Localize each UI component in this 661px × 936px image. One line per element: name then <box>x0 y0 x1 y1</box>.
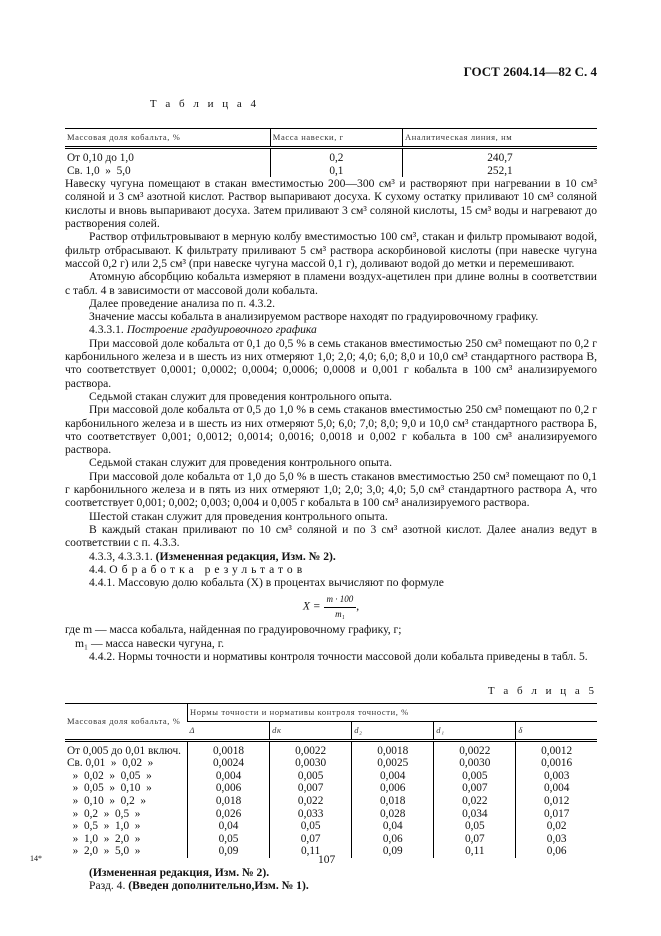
table-cell: 0,007 <box>434 782 516 795</box>
table-cell: 0,0012 <box>516 740 597 757</box>
table-cell: » 0,5 » 1,0 » <box>67 820 141 833</box>
table-cell: 0,018 <box>188 795 270 808</box>
table-row <box>65 757 597 770</box>
section-heading <box>65 563 597 576</box>
section-heading <box>65 323 597 336</box>
column-header: Масса навески, г <box>270 129 402 148</box>
table-cell: От 0,005 до 0,01 включ. <box>67 744 181 757</box>
table-cell: 0,033 <box>270 808 352 821</box>
paragraph: При массовой доле кобальта от 0,1 до 0,5 % в семь стаканов вместимостью 250 см³ помещают по 0,2 г карбонильного железа и в шесть из них отмеряют 1,0; 2,0; 4,0; 6,0; 8,0 и 10,0 см³ стандартного раствора В, что соответствует 0,0001; 0,0002; 0,0004; 0,0006; 0,0008 и 0,001 г кобальта в 100 см³ анализируемого раствора. <box>65 336 597 390</box>
table-cell: 0,026 <box>188 808 270 821</box>
paragraph: Далее проведение анализа по п. 4.3.2. <box>89 296 276 310</box>
table-cell: 0,06 <box>352 833 434 846</box>
paragraph: В каждый стакан приливают по 10 см³ соляной и по 3 см³ азотной кислот. Далее анализ ведут в соответствии с п. 4.3.3. <box>65 522 597 550</box>
table-cell: 0,003 <box>516 770 597 783</box>
table-cell: 0,05 <box>188 833 270 846</box>
table-cell: 0,012 <box>516 795 597 808</box>
paragraph-text: Навеску чугуна помещают в стакан вместимостью 200—300 см³ и растворяют при нагревании в 10 см³ соляной и 3 см³ азотной кислот. Раствор выпаривают досуха. К сухому остатку приливают 10 см³ соляной кислоты и вновь выпаривают досуха. Затем приливают 3 см³ соляной кислоты, 15 см³ воды и нагревают до растворения солей. <box>65 177 597 231</box>
table-cell: » 1,0 » 2,0 » <box>67 832 141 845</box>
table-cell: 0,09 <box>352 845 434 858</box>
table-cell: 0,004 <box>188 770 270 783</box>
column-header: d₂ <box>352 721 434 740</box>
table-cell: » 0,02 » 0,05 » <box>67 769 152 782</box>
section-number: 4.3.3, 4.3.3.1. <box>89 549 156 563</box>
table-cell: 0,0018 <box>352 740 434 757</box>
table-cell: 240,7 <box>403 148 598 165</box>
paragraph: Раствор отфильтровывают в мерную колбу вместимостью 100 см³, стакан и фильтр промывают водой, фильтр отбрасывают. К фильтрату приливают 5 см³ раствора аскорбиновой кислоты (при навеске чугуна массой 0,2 г) или 2,5 см³ (при навеске чугуна массой 0,1 г), доливают водой до метки и перемешивают. <box>65 230 597 270</box>
signature-mark: 14* <box>30 854 42 863</box>
paragraph: Седьмой стакан служит для проведения контрольного опыта. <box>89 389 393 403</box>
table-cell: 0,02 <box>516 820 597 833</box>
section-title: Построение градуировочного графика <box>126 323 317 337</box>
table-cell: 0,0022 <box>270 740 352 757</box>
formula <box>65 593 597 621</box>
table-cell: 0,0024 <box>188 757 270 770</box>
table-row <box>65 795 597 808</box>
paragraph: Атомную абсорбцию кобальта измеряют в пламени воздух-ацетилен при длине волны в соответствии с табл. 4 в зависимости от массовой доли кобальта. <box>65 270 597 297</box>
paragraph: Шестой стакан служит для проведения контрольного опыта. <box>89 509 388 523</box>
paragraph: 4.4.1. Массовую долю кобальта (X) в процентах вычисляют по формуле <box>89 576 444 590</box>
table-cell: 0,028 <box>352 808 434 821</box>
table-cell: 0,03 <box>516 833 597 846</box>
table-cell: 0,017 <box>516 808 597 821</box>
table-5-caption: Т а б л и ц а 5 <box>487 685 597 698</box>
table-cell: 0,11 <box>434 845 516 858</box>
table-cell: » 0,05 » 0,10 » <box>67 782 152 795</box>
page-body <box>65 96 597 893</box>
table-cell: 0,018 <box>352 795 434 808</box>
paragraph: При массовой доле кобальта от 0,5 до 1,0 % в семь стаканов вместимостью 250 см³ помещают по 0,2 г карбонильного железа и в шесть из них отмеряют 5,0; 6,0; 7,0; 8,0; 9,0 и 10,0 см³ стандартного раствора Б, что соответствует 0,001; 0,0012; 0,0014; 0,0016; 0,0018 и 0,002 г кобальта в 100 см³ анализируемого раствора. <box>65 403 597 457</box>
table-cell: 0,04 <box>352 820 434 833</box>
column-header: Аналитическая линия, нм <box>403 129 598 148</box>
paragraph: Значение массы кобальта в анализируемом растворе находят по градуировочному графику. <box>89 310 539 324</box>
table-row <box>65 148 597 165</box>
table-cell: 0,034 <box>434 808 516 821</box>
table-row <box>65 820 597 833</box>
table-cell: 0,05 <box>434 820 516 833</box>
table-cell: 0,0030 <box>270 757 352 770</box>
column-group-header: Нормы точности и нормативы контроля точности, % <box>188 703 598 721</box>
table-cell: Св. 1,0 » 5,0 <box>67 164 131 177</box>
table-cell: » 0,10 » 0,2 » <box>67 794 147 807</box>
table-cell: 0,004 <box>352 770 434 783</box>
column-header: Массовая доля кобальта, % <box>65 703 188 740</box>
table-cell: 0,04 <box>188 820 270 833</box>
table-cell: » 2,0 » 5,0 » <box>67 845 141 858</box>
document-header: ГОСТ 2604.14—82 С. 4 <box>463 64 597 79</box>
section-title: Обработка результатов <box>109 562 307 576</box>
table-4-caption: Т а б л и ц а 4 <box>149 98 259 110</box>
table-cell: 0,022 <box>270 795 352 808</box>
column-header: Массовая доля кобальта, % <box>65 129 270 148</box>
paragraph: 4.4.2. Нормы точности и нормативы контроля точности массовой доли кобальта приведены в табл. 5. <box>89 649 588 663</box>
table-header-row <box>65 129 597 148</box>
table-cell: 0,0025 <box>352 757 434 770</box>
section-note <box>65 879 597 892</box>
paragraph: m₁ — масса навески чугуна, г. <box>75 636 225 650</box>
section-prefix: Разд. 4. <box>89 879 129 893</box>
paragraph: где m — масса кобальта, найденная по градуировочному графику, г; <box>65 623 402 637</box>
table-cell: 0,022 <box>434 795 516 808</box>
column-header: dк <box>270 721 352 740</box>
section-number: 4.4. <box>89 562 110 576</box>
table-row <box>65 770 597 783</box>
paragraph: Седьмой стакан служит для проведения контрольного опыта. <box>89 456 393 470</box>
table-cell: 0,005 <box>270 770 352 783</box>
table-cell: 0,006 <box>352 782 434 795</box>
numerator: m · 100 <box>324 593 357 607</box>
table-cell: 0,007 <box>270 782 352 795</box>
table-cell: 0,05 <box>270 820 352 833</box>
column-header: δ <box>516 721 597 740</box>
denominator: m₁ <box>335 608 345 619</box>
table-row <box>65 165 597 178</box>
table-cell: 0,0030 <box>434 757 516 770</box>
table-cell: 0,09 <box>188 845 270 858</box>
table-cell: 0,11 <box>270 845 352 858</box>
table-cell: 0,07 <box>270 833 352 846</box>
table-row <box>65 833 597 846</box>
table-cell: 252,1 <box>403 165 598 178</box>
column-header: d₁ <box>434 721 516 740</box>
table-cell: 0,006 <box>188 782 270 795</box>
table-cell: 0,1 <box>270 165 402 178</box>
table-cell: » 0,2 » 0,5 » <box>67 807 141 820</box>
table-cell: 0,0016 <box>516 757 597 770</box>
table-cell: Св. 0,01 » 0,02 » <box>67 757 154 770</box>
table-5 <box>65 703 597 858</box>
table-cell: 0,004 <box>516 782 597 795</box>
page-number: 107 <box>318 854 336 866</box>
formula-lhs: X = <box>302 599 321 613</box>
table-cell: 0,0018 <box>188 740 270 757</box>
table-4 <box>65 128 597 177</box>
section-number: 4.3.3.1. <box>89 323 127 337</box>
table-cell: 0,06 <box>516 845 597 858</box>
table-header-row <box>65 703 597 721</box>
paragraph: При массовой доле кобальта от 1,0 до 5,0 % в шесть стаканов вместимостью 250 см³ помещают по 0,1 г карбонильного железа и в пять из них отмеряют 1,0; 2,0; 3,0; 4,0; 5,0 см³ стандартного раствора А, что соответствует 0,001; 0,002; 0,003; 0,004 и 0,005 г кобальта в 100 см³ анализируемого раствора. <box>65 469 597 510</box>
formula-comma: , <box>356 599 360 613</box>
table-row <box>65 782 597 795</box>
table-cell: 0,005 <box>434 770 516 783</box>
table-cell: 0,2 <box>270 148 402 165</box>
column-header: Δ <box>188 721 270 740</box>
edit-note <box>65 550 597 563</box>
table-row <box>65 740 597 757</box>
fraction <box>324 593 360 621</box>
edit-note: (Измененная редакция, Изм. № 2). <box>89 865 270 879</box>
table-cell: 0,07 <box>434 833 516 846</box>
edit-note-bold: (Измененная редакция, Изм. № 2). <box>155 549 336 563</box>
section-note-bold: (Введен дополнительно,Изм. № 1). <box>128 879 309 893</box>
table-cell: 0,0022 <box>434 740 516 757</box>
table-cell: От 0,10 до 1,0 <box>67 152 134 164</box>
table-row <box>65 808 597 821</box>
